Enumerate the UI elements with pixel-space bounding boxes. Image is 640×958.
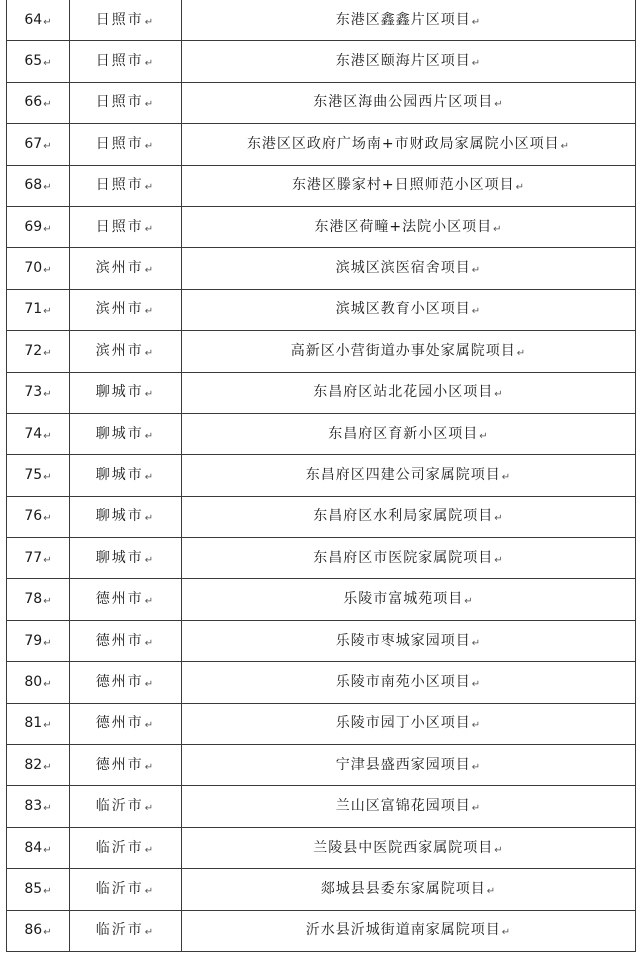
project-name-cell [182,289,636,330]
paragraph-mark-icon: ↵ [43,430,52,442]
project-name-cell [182,869,636,910]
row-number-text: 76 [24,508,43,525]
row-number-text: 86 [24,922,43,939]
city-text: 临沂市 [95,839,144,856]
city-text: 临沂市 [95,880,144,897]
city-cell [70,248,182,289]
project-name-cell [182,620,636,661]
table-row [7,455,636,496]
table-row [7,910,636,951]
city-text: 日照市 [95,218,144,235]
paragraph-mark-icon: ↵ [43,927,52,939]
paragraph-mark-icon: ↵ [516,347,527,359]
row-number-cell [7,413,70,454]
row-number-text: 80 [24,673,43,690]
project-name-cell [182,455,636,496]
paragraph-mark-icon: ↵ [43,389,52,401]
paragraph-mark-icon: ↵ [43,885,52,897]
table-row [7,41,636,82]
paragraph-mark-icon: ↵ [43,678,52,690]
row-number-text: 83 [24,798,43,815]
city-text: 滨州市 [95,301,144,318]
paragraph-mark-icon: ↵ [144,471,156,483]
table-row [7,206,636,247]
row-number-text: 66 [24,94,43,111]
city-cell [70,206,182,247]
city-text: 聊城市 [95,508,144,525]
project-name-cell [182,206,636,247]
paragraph-mark-icon: ↵ [43,720,52,732]
paragraph-mark-icon: ↵ [43,761,52,773]
paragraph-mark-icon: ↵ [43,803,52,815]
project-name-cell [182,413,636,454]
row-number-text: 67 [24,135,43,152]
table-row [7,82,636,123]
row-number-text: 71 [24,301,43,318]
city-text: 滨州市 [95,260,144,277]
table-row [7,248,636,289]
row-number-cell [7,703,70,744]
city-cell [70,455,182,496]
paragraph-mark-icon: ↵ [43,513,52,525]
project-name-cell [182,331,636,372]
paragraph-mark-icon: ↵ [144,265,156,277]
table-row [7,869,636,910]
paragraph-mark-icon: ↵ [43,471,52,483]
row-number-cell [7,372,70,413]
row-number-cell [7,82,70,123]
city-text: 日照市 [95,11,144,28]
row-number-text: 77 [24,549,43,566]
project-name-text: 宁津县盛西家园项目 [335,756,471,773]
row-number-text: 70 [24,260,43,277]
city-text: 滨州市 [95,342,144,359]
project-name-text: 高新区小营街道办事处家属院项目 [290,342,516,359]
table-row [7,124,636,165]
row-number-text: 73 [24,384,43,401]
project-name-cell [182,579,636,620]
paragraph-mark-icon: ↵ [144,554,156,566]
row-number-text: 64 [24,11,43,28]
city-cell [70,372,182,413]
row-number-cell [7,331,70,372]
city-cell [70,910,182,951]
city-cell [70,745,182,786]
project-name-cell [182,0,636,41]
project-name-cell [182,82,636,123]
row-number-cell [7,827,70,868]
row-number-cell [7,910,70,951]
paragraph-mark-icon: ↵ [471,58,482,70]
row-number-text: 74 [24,425,43,442]
city-text: 聊城市 [95,549,144,566]
project-name-cell [182,41,636,82]
paragraph-mark-icon: ↵ [494,99,504,111]
project-name-text: 郯城县县委东家属院项目 [320,880,486,897]
paragraph-mark-icon: ↵ [471,720,482,732]
paragraph-mark-icon: ↵ [501,927,512,939]
project-name-cell [182,827,636,868]
row-number-cell [7,0,70,41]
paragraph-mark-icon: ↵ [43,265,52,277]
city-cell [70,0,182,41]
row-number-text: 78 [24,591,43,608]
row-number-text: 72 [24,342,43,359]
paragraph-mark-icon: ↵ [43,347,52,359]
row-number-cell [7,496,70,537]
paragraph-mark-icon: ↵ [43,554,52,566]
table-row [7,413,636,454]
paragraph-mark-icon: ↵ [144,182,156,194]
paragraph-mark-icon: ↵ [43,844,52,856]
row-number-text: 65 [24,53,43,70]
city-text: 德州市 [95,632,144,649]
row-number-cell [7,289,70,330]
city-text: 德州市 [95,591,144,608]
paragraph-mark-icon: ↵ [144,389,156,401]
project-name-text: 乐陵市富城苑项目 [343,591,464,608]
city-text: 聊城市 [95,384,144,401]
paragraph-mark-icon: ↵ [144,99,156,111]
project-name-cell [182,662,636,703]
paragraph-mark-icon: ↵ [43,99,52,111]
paragraph-mark-icon: ↵ [144,140,156,152]
table-row [7,827,636,868]
project-name-text: 东港区海曲公园西片区项目 [313,94,494,111]
paragraph-mark-icon: ↵ [43,223,52,235]
row-number-text: 85 [24,880,43,897]
project-name-text: 兰陵县中医院西家属院项目 [313,839,494,856]
table-row [7,786,636,827]
city-text: 临沂市 [95,922,144,939]
project-table-body [7,0,636,951]
project-name-text: 兰山区富锦花园项目 [335,798,471,815]
project-name-text: 东昌府区站北花园小区项目 [313,384,494,401]
paragraph-mark-icon: ↵ [494,389,504,401]
paragraph-mark-icon: ↵ [471,678,482,690]
paragraph-mark-icon: ↵ [43,637,52,649]
table-row [7,165,636,206]
row-number-text: 81 [24,715,43,732]
row-number-cell [7,538,70,579]
row-number-text: 82 [24,756,43,773]
paragraph-mark-icon: ↵ [464,596,474,608]
paragraph-mark-icon: ↵ [560,140,571,152]
paragraph-mark-icon: ↵ [494,513,504,525]
city-text: 聊城市 [95,425,144,442]
paragraph-mark-icon: ↵ [515,182,526,194]
city-text: 日照市 [95,53,144,70]
project-name-text: 乐陵市南苑小区项目 [335,673,471,690]
paragraph-mark-icon: ↵ [144,306,156,318]
row-number-cell [7,620,70,661]
project-name-cell [182,372,636,413]
paragraph-mark-icon: ↵ [144,844,156,856]
project-name-cell [182,703,636,744]
project-name-text: 乐陵市枣城家园项目 [335,632,471,649]
paragraph-mark-icon: ↵ [144,927,156,939]
table-row [7,0,636,41]
city-text: 日照市 [95,94,144,111]
table-row [7,372,636,413]
city-cell [70,82,182,123]
project-name-cell [182,786,636,827]
row-number-text: 68 [24,177,43,194]
project-name-text: 滨城区教育小区项目 [335,301,471,318]
city-cell [70,331,182,372]
row-number-cell [7,165,70,206]
city-cell [70,786,182,827]
paragraph-mark-icon: ↵ [43,58,52,70]
row-number-cell [7,786,70,827]
row-number-cell [7,662,70,703]
project-table [6,0,636,952]
city-text: 日照市 [95,135,144,152]
paragraph-mark-icon: ↵ [501,471,512,483]
project-name-text: 乐陵市园丁小区项目 [335,715,471,732]
project-name-text: 滨城区滨医宿舍项目 [335,260,471,277]
table-row [7,579,636,620]
project-name-cell [182,496,636,537]
city-cell [70,538,182,579]
row-number-cell [7,745,70,786]
row-number-cell [7,124,70,165]
row-number-text: 75 [24,466,43,483]
paragraph-mark-icon: ↵ [471,265,482,277]
table-row [7,538,636,579]
row-number-cell [7,455,70,496]
project-name-text: 东昌府区水利局家属院项目 [313,508,494,525]
city-cell [70,413,182,454]
row-number-cell [7,206,70,247]
row-number-cell [7,869,70,910]
project-name-cell [182,910,636,951]
project-name-text: 东港区滕家村+日照师范小区项目 [291,177,515,194]
project-name-cell [182,124,636,165]
project-name-text: 东昌府区育新小区项目 [328,425,479,442]
row-number-cell [7,248,70,289]
paragraph-mark-icon: ↵ [144,223,156,235]
paragraph-mark-icon: ↵ [144,58,156,70]
city-text: 临沂市 [95,798,144,815]
paragraph-mark-icon: ↵ [144,720,156,732]
city-cell [70,869,182,910]
project-name-cell [182,248,636,289]
paragraph-mark-icon: ↵ [471,306,482,318]
paragraph-mark-icon: ↵ [43,182,52,194]
paragraph-mark-icon: ↵ [144,596,156,608]
city-cell [70,289,182,330]
city-cell [70,579,182,620]
paragraph-mark-icon: ↵ [144,803,156,815]
paragraph-mark-icon: ↵ [471,637,482,649]
paragraph-mark-icon: ↵ [144,637,156,649]
paragraph-mark-icon: ↵ [493,223,503,235]
row-number-cell [7,41,70,82]
paragraph-mark-icon: ↵ [471,16,482,28]
paragraph-mark-icon: ↵ [43,140,52,152]
paragraph-mark-icon: ↵ [144,678,156,690]
paragraph-mark-icon: ↵ [144,430,156,442]
city-text: 德州市 [95,756,144,773]
paragraph-mark-icon: ↵ [43,306,52,318]
row-number-cell [7,579,70,620]
paragraph-mark-icon: ↵ [144,885,156,897]
table-row [7,331,636,372]
paragraph-mark-icon: ↵ [43,596,52,608]
project-name-cell [182,165,636,206]
city-cell [70,496,182,537]
paragraph-mark-icon: ↵ [479,430,489,442]
city-text: 德州市 [95,673,144,690]
table-row [7,496,636,537]
project-name-text: 沂水县沂城街道南家属院项目 [305,922,501,939]
paragraph-mark-icon: ↵ [486,885,497,897]
paragraph-mark-icon: ↵ [43,16,52,28]
city-cell [70,662,182,703]
paragraph-mark-icon: ↵ [144,513,156,525]
paragraph-mark-icon: ↵ [494,554,504,566]
project-name-cell [182,538,636,579]
city-cell [70,165,182,206]
table-row [7,745,636,786]
project-name-text: 东昌府区市医院家属院项目 [313,549,494,566]
row-number-text: 84 [24,839,43,856]
city-cell [70,703,182,744]
city-text: 聊城市 [95,466,144,483]
project-name-cell [182,745,636,786]
paragraph-mark-icon: ↵ [494,844,504,856]
city-text: 德州市 [95,715,144,732]
paragraph-mark-icon: ↵ [144,16,156,28]
project-name-text: 东港区荷疃+法院小区项目 [314,218,493,235]
project-name-text: 东港区鑫鑫片区项目 [335,11,471,28]
city-cell [70,827,182,868]
table-row [7,703,636,744]
paragraph-mark-icon: ↵ [144,347,156,359]
project-name-text: 东港区颐海片区项目 [335,53,471,70]
city-cell [70,124,182,165]
city-cell [70,620,182,661]
paragraph-mark-icon: ↵ [144,761,156,773]
table-row [7,289,636,330]
city-cell [70,41,182,82]
paragraph-mark-icon: ↵ [471,803,482,815]
project-name-text: 东港区区政府广场南+市财政局家属院小区项目 [246,135,560,152]
table-row [7,662,636,703]
paragraph-mark-icon: ↵ [471,761,482,773]
row-number-text: 79 [24,632,43,649]
project-name-text: 东昌府区四建公司家属院项目 [305,466,501,483]
row-number-text: 69 [24,218,43,235]
table-row [7,620,636,661]
city-text: 日照市 [95,177,144,194]
